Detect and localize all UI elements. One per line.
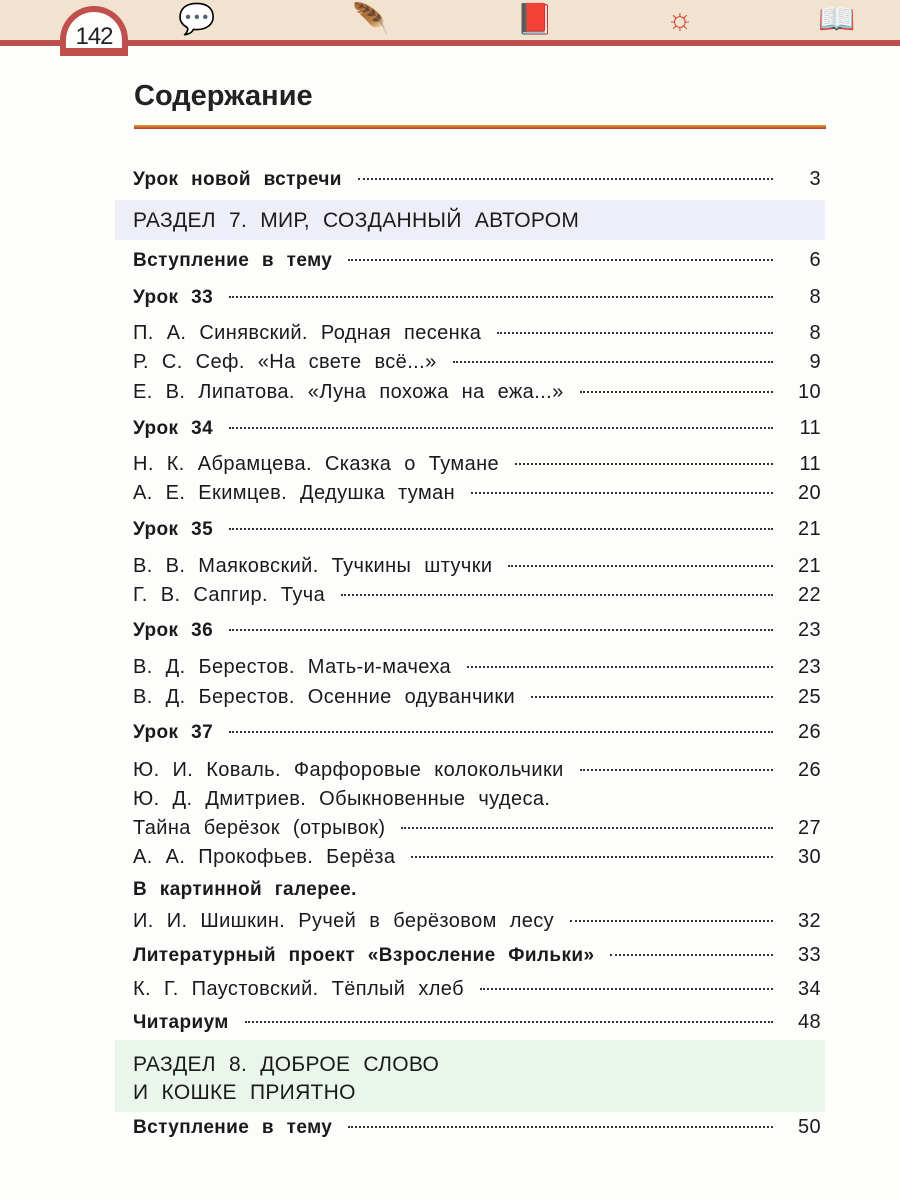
toc-entry[interactable] bbox=[133, 817, 821, 843]
toc-entry-title: А. Е. Екимцев. Дедушка туман bbox=[133, 482, 456, 504]
header-band bbox=[0, 0, 900, 43]
toc-entry-title: Урок 34 bbox=[133, 418, 214, 439]
toc-entry[interactable] bbox=[133, 249, 821, 275]
toc-entry-title: К. Г. Паустовский. Тёплый хлеб bbox=[133, 978, 464, 1000]
toc-entry[interactable] bbox=[133, 846, 821, 872]
toc-entry[interactable] bbox=[133, 351, 821, 377]
toc-entry[interactable] bbox=[133, 168, 821, 194]
toc-entry-page: 10 bbox=[797, 381, 821, 403]
toc-entry-title: Читариум bbox=[133, 1012, 229, 1033]
toc-entry-page: 21 bbox=[797, 518, 821, 540]
dot-leader bbox=[480, 988, 773, 990]
dot-leader bbox=[401, 827, 773, 829]
dot-leader bbox=[610, 954, 773, 956]
toc-entry-title: Р. С. Сеф. «На свете всё...» bbox=[133, 351, 437, 373]
section-8-heading-line1: РАЗДЕЛ 8. ДОБРОЕ СЛОВО bbox=[133, 1053, 440, 1076]
toc-entry-title: В. Д. Берестов. Осенние одуванчики bbox=[133, 686, 516, 708]
section-7-heading: РАЗДЕЛ 7. МИР, СОЗДАННЫЙ АВТОРОМ bbox=[133, 209, 580, 232]
toc-entry-page: 23 bbox=[797, 619, 821, 641]
page-title: Содержание bbox=[134, 80, 313, 112]
dot-leader bbox=[467, 666, 773, 668]
dot-leader bbox=[508, 565, 773, 567]
toc-entry[interactable] bbox=[133, 518, 821, 544]
toc-entry-page: 6 bbox=[809, 249, 821, 271]
toc-entry-title: Ю. И. Коваль. Фарфоровые колокольчики bbox=[133, 759, 564, 781]
toc-entry-page: 26 bbox=[797, 759, 821, 781]
toc-entry-title: В. Д. Берестов. Мать-и-мачеха bbox=[133, 656, 452, 678]
toc-entry-title: П. А. Синявский. Родная песенка bbox=[133, 322, 482, 344]
dot-leader bbox=[531, 696, 773, 698]
dot-leader bbox=[570, 920, 773, 922]
toc-entry-page: 30 bbox=[797, 846, 821, 868]
dot-leader bbox=[229, 427, 773, 429]
toc-entry-page: 25 bbox=[797, 686, 821, 708]
toc-entry-page: 23 bbox=[797, 656, 821, 678]
toc-entry[interactable] bbox=[133, 656, 821, 682]
toc-entry[interactable] bbox=[133, 482, 821, 508]
toc-entry-page: 32 bbox=[797, 910, 821, 932]
toc-entry-page: 33 bbox=[797, 944, 821, 966]
toc-entry-title: Н. К. Абрамцева. Сказка о Тумане bbox=[133, 453, 500, 475]
toc-entry-page: 21 bbox=[797, 555, 821, 577]
toc-entry[interactable] bbox=[133, 788, 821, 814]
toc-entry-title: Вступление в тему bbox=[133, 1117, 333, 1138]
toc-entry[interactable] bbox=[133, 381, 821, 407]
toc-entry[interactable] bbox=[133, 619, 821, 645]
toc-entry-page: 8 bbox=[809, 286, 821, 308]
toc-entry-title: Урок 36 bbox=[133, 620, 214, 641]
toc-entry-title: Е. В. Липатова. «Луна похожа на ежа...» bbox=[133, 381, 564, 403]
toc-entry-title: Урок новой встречи bbox=[133, 169, 342, 190]
dot-leader bbox=[453, 361, 773, 363]
dot-leader bbox=[471, 492, 773, 494]
header-rule bbox=[0, 40, 900, 46]
toc-entry[interactable] bbox=[133, 417, 821, 443]
dot-leader bbox=[229, 528, 773, 530]
feather-icon: 🪶 bbox=[352, 3, 390, 36]
toc-entry[interactable] bbox=[133, 686, 821, 712]
toc-entry[interactable] bbox=[133, 453, 821, 479]
toc-entry[interactable] bbox=[133, 910, 821, 936]
toc-entry[interactable] bbox=[133, 759, 821, 785]
toc-entry[interactable] bbox=[133, 944, 821, 970]
page-number: 142 bbox=[75, 23, 113, 50]
dot-leader bbox=[341, 594, 773, 596]
dot-leader bbox=[245, 1021, 773, 1023]
toc-entry[interactable] bbox=[133, 721, 821, 747]
toc-entry[interactable] bbox=[133, 1011, 821, 1037]
toc-entry[interactable] bbox=[133, 978, 821, 1004]
book-icon: 📕 bbox=[516, 3, 554, 36]
toc-entry-page: 20 bbox=[797, 482, 821, 504]
toc-entry-title: В. В. Маяковский. Тучкины штучки bbox=[133, 555, 493, 577]
toc-entry-page: 22 bbox=[797, 584, 821, 606]
toc-entry-title: Урок 33 bbox=[133, 287, 214, 308]
toc-entry[interactable] bbox=[133, 584, 821, 610]
toc-entry[interactable] bbox=[133, 1116, 821, 1142]
toc-entry-page: 27 bbox=[797, 817, 821, 839]
toc-entry-page: 9 bbox=[809, 351, 821, 373]
dot-leader bbox=[411, 856, 773, 858]
toc-entry-page: 34 bbox=[797, 978, 821, 1000]
dot-leader bbox=[580, 769, 773, 771]
dot-leader bbox=[358, 178, 773, 180]
toc-entry-page: 8 bbox=[809, 322, 821, 344]
dot-leader bbox=[229, 296, 773, 298]
toc-entry[interactable] bbox=[133, 322, 821, 348]
dot-leader bbox=[348, 259, 773, 261]
toc-entry-title: И. И. Шишкин. Ручей в берёзовом лесу bbox=[133, 910, 555, 932]
toc-entry-page: 11 bbox=[799, 453, 821, 475]
dot-leader bbox=[229, 731, 773, 733]
toc-entry[interactable] bbox=[133, 286, 821, 312]
toc-entry-title: Ю. Д. Дмитриев. Обыкновенные чудеса. bbox=[133, 788, 551, 810]
open-book-icon: 📖 bbox=[818, 3, 856, 36]
toc-entry-title: Вступление в тему bbox=[133, 250, 333, 271]
dot-leader bbox=[497, 332, 773, 334]
toc-entry[interactable] bbox=[133, 555, 821, 581]
toc-entry-page: 26 bbox=[797, 721, 821, 743]
toc-entry-page: 11 bbox=[799, 417, 821, 439]
toc-entry-title: А. А. Прокофьев. Берёза bbox=[133, 846, 396, 868]
toc-entry-title: Урок 37 bbox=[133, 722, 214, 743]
dot-leader bbox=[515, 463, 773, 465]
sun-icon: ☼ bbox=[666, 3, 694, 36]
toc-entry-title: Урок 35 bbox=[133, 519, 214, 540]
toc-entry[interactable] bbox=[133, 879, 821, 905]
toc-entry-page: 48 bbox=[797, 1011, 821, 1033]
toc-entry-title: Г. В. Сапгир. Туча bbox=[133, 584, 326, 606]
section-8-heading-line2: И КОШКЕ ПРИЯТНО bbox=[133, 1081, 356, 1104]
toc-entry-title: Тайна берёзок (отрывок) bbox=[133, 817, 386, 839]
speech-bubble-icon: 💬 bbox=[178, 3, 216, 36]
dot-leader bbox=[580, 391, 773, 393]
toc-entry-page: 3 bbox=[809, 168, 821, 190]
toc-entry-title: Литературный проект «Взросление Фильки» bbox=[133, 945, 595, 966]
toc-entry-page: 50 bbox=[797, 1116, 821, 1138]
dot-leader bbox=[348, 1126, 773, 1128]
dot-leader bbox=[229, 629, 773, 631]
toc-entry-title: В картинной галерее. bbox=[133, 879, 357, 900]
title-rule bbox=[134, 125, 826, 129]
